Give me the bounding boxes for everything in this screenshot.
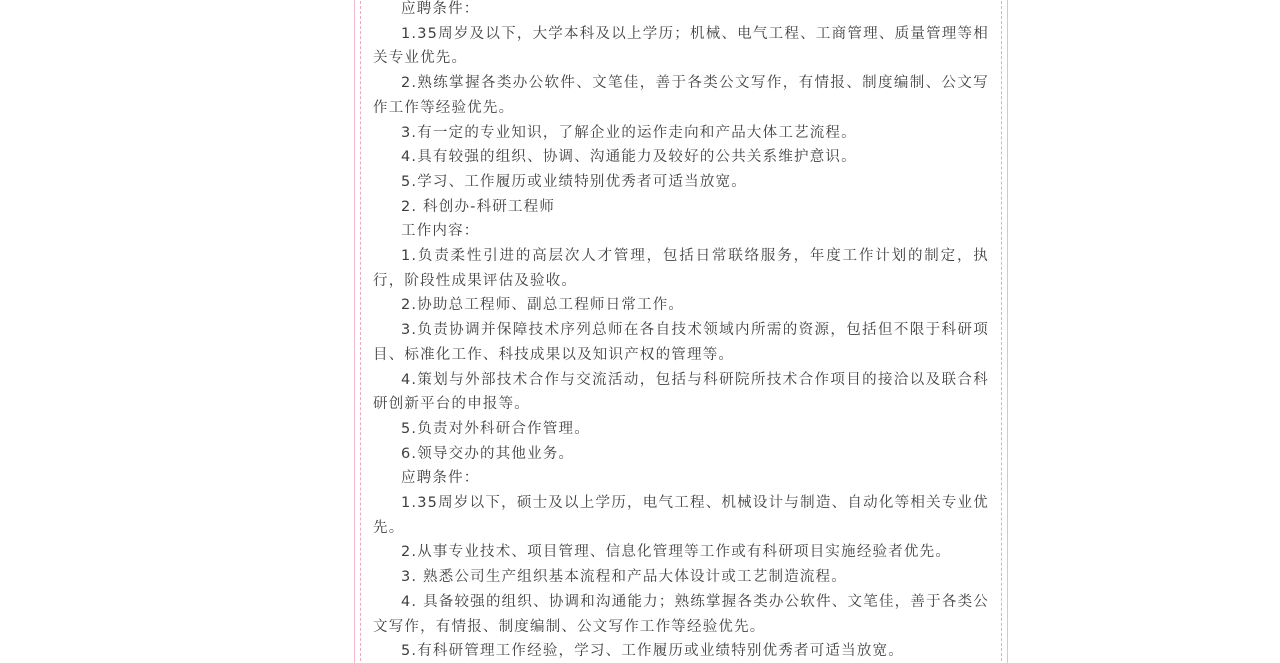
requirement-item: 4. 具备较强的组织、协调和沟通能力；熟练掌握各类办公软件、文笔佳，善于各类公文写作，有情报、制度编制、公文写作工作等经验优先。 [373,593,989,635]
duty-item: 1.负责柔性引进的高层次人才管理，包括日常联络服务，年度工作计划的制定，执行，阶段性成果评估及验收。 [373,248,989,289]
requirement-item: 3. 熟悉公司生产组织基本流程和产品大体设计或工艺制造流程。 [401,569,847,586]
article-body [373,0,989,663]
duty-item: 6.领导交办的其他业务。 [401,445,575,462]
job-title: 2. 科创办-科研工程师 [401,198,556,215]
section-heading-requirements: 应聘条件： [401,470,480,487]
duty-item: 5.负责对外科研合作管理。 [401,420,590,437]
requirement-item: 2.从事专业技术、项目管理、信息化管理等工作或有科研项目实施经验者优先。 [401,544,952,561]
duty-item: 3.负责协调并保障技术序列总师在各自技术领域内所需的资源，包括但不限于科研项目、标准化工作、科技成果以及知识产权的管理等。 [373,322,989,363]
left-dashed-border [360,0,361,663]
section-heading-requirements: 应聘条件： [401,1,480,17]
requirement-item: 3.有一定的专业知识，了解企业的运作走向和产品大体工艺流程。 [401,124,857,141]
requirement-item: 5.学习、工作履历或业绩特别优秀者可适当放宽。 [401,173,747,190]
requirement-item: 4.具有较强的组织、协调、沟通能力及较好的公共关系维护意识。 [401,149,857,166]
requirement-item: 1.35周岁及以下，大学本科及以上学历；机械、电气工程、工商管理、质量管理等相关专业优先。 [373,25,989,67]
section-heading-duties: 工作内容： [401,223,480,240]
requirement-item: 5.有科研管理工作经验，学习、工作履历或业绩特别优秀者可适当放宽。 [401,643,904,660]
requirement-item: 1.35周岁以下，硕士及以上学历，电气工程、机械设计与制造、自动化等相关专业优先。 [373,495,989,536]
duty-item: 4.策划与外部技术合作与交流活动，包括与科研院所技术合作项目的接洽以及联合科研创新平台的申报等。 [373,371,989,413]
duty-item: 2.协助总工程师、副总工程师日常工作。 [401,297,685,314]
requirement-item: 2.熟练掌握各类办公软件、文笔佳，善于各类公文写作，有情报、制度编制、公文写作工作等经验优先。 [373,75,989,116]
right-dashed-border [1001,0,1002,663]
